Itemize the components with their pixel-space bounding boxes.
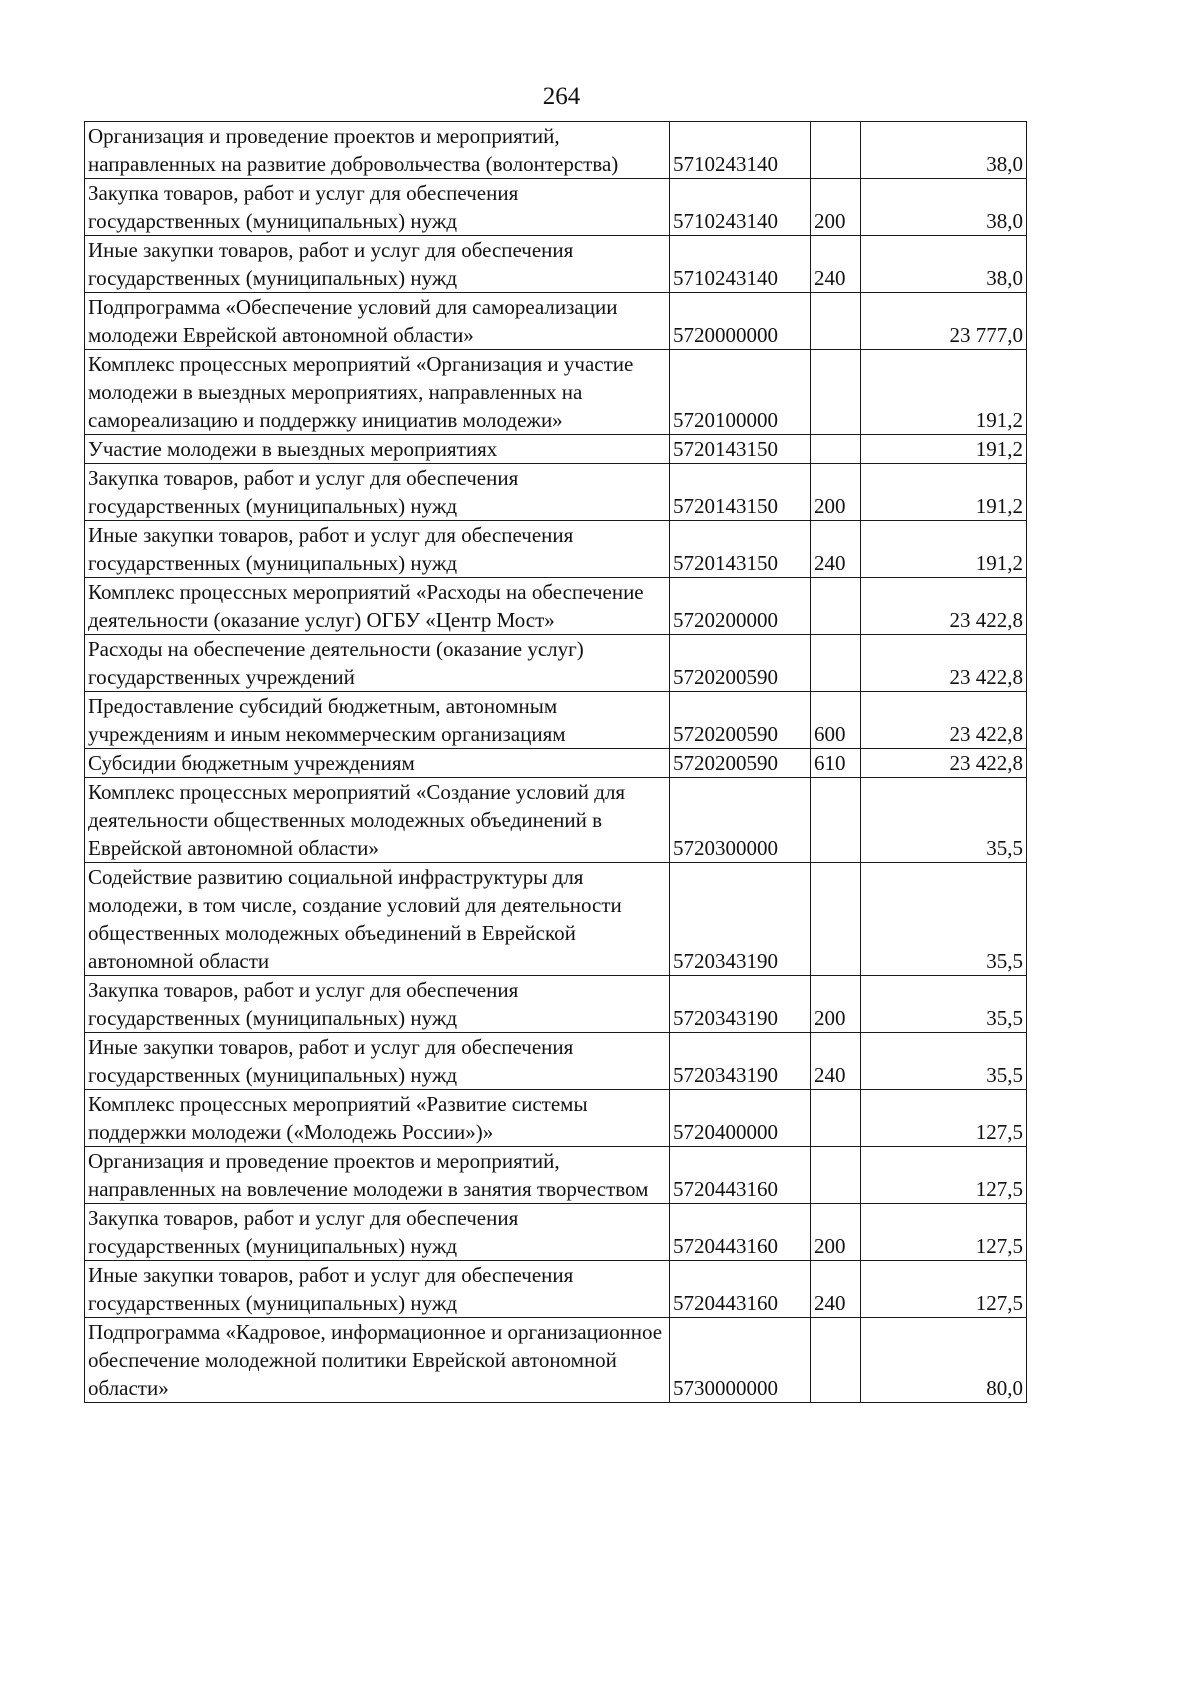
table-row	[85, 293, 1027, 350]
row-csr-cell: 5720200590	[670, 749, 811, 778]
row-name-cell: Закупка товаров, работ и услуг для обеспечения государственных (муниципальных) нужд	[85, 179, 670, 236]
table-row	[85, 976, 1027, 1033]
row-csr-cell: 5720143150	[670, 464, 811, 521]
row-name-cell: Иные закупки товаров, работ и услуг для обеспечения государственных (муниципальных) нужд	[85, 1261, 670, 1318]
row-name-cell: Участие молодежи в выездных мероприятиях	[85, 435, 670, 464]
row-sum-cell: 23 422,8	[861, 749, 1027, 778]
row-vr-cell: 610	[811, 749, 861, 778]
table-row	[85, 1147, 1027, 1204]
table-row	[85, 749, 1027, 778]
row-vr-cell: 200	[811, 976, 861, 1033]
row-sum-cell: 38,0	[861, 122, 1027, 179]
row-name-cell: Комплекс процессных мероприятий «Расходы на обеспечение деятельности (оказание услуг) ОГБУ «Центр Мост»	[85, 578, 670, 635]
table-row	[85, 1318, 1027, 1403]
row-sum-cell: 191,2	[861, 464, 1027, 521]
row-vr-cell	[811, 435, 861, 464]
row-csr-cell: 5720443160	[670, 1147, 811, 1204]
row-vr-cell	[811, 122, 861, 179]
row-vr-cell: 600	[811, 692, 861, 749]
table-row	[85, 692, 1027, 749]
row-vr-cell: 240	[811, 1033, 861, 1090]
row-sum-cell: 23 422,8	[861, 692, 1027, 749]
row-vr-cell: 240	[811, 521, 861, 578]
row-csr-cell: 5720300000	[670, 778, 811, 863]
row-csr-cell: 5710243140	[670, 122, 811, 179]
table-row	[85, 122, 1027, 179]
row-name-cell: Закупка товаров, работ и услуг для обеспечения государственных (муниципальных) нужд	[85, 976, 670, 1033]
row-name-cell: Организация и проведение проектов и мероприятий, направленных на вовлечение молодежи в занятия творчеством	[85, 1147, 670, 1204]
row-csr-cell: 5720200590	[670, 692, 811, 749]
row-vr-cell: 240	[811, 1261, 861, 1318]
row-name-cell: Комплекс процессных мероприятий «Развитие системы поддержки молодежи («Молодежь России»)»	[85, 1090, 670, 1147]
budget-table	[84, 121, 1027, 1403]
row-vr-cell	[811, 350, 861, 435]
row-sum-cell: 191,2	[861, 435, 1027, 464]
table-row	[85, 1204, 1027, 1261]
page-number: 264	[542, 83, 581, 110]
row-vr-cell	[811, 635, 861, 692]
row-name-cell: Комплекс процессных мероприятий «Организация и участие молодежи в выездных мероприятиях, направленных на самореализацию и поддержку инициатив молодежи»	[85, 350, 670, 435]
table-row	[85, 179, 1027, 236]
row-name-cell: Расходы на обеспечение деятельности (оказание услуг) государственных учреждений	[85, 635, 670, 692]
row-csr-cell: 5720343190	[670, 976, 811, 1033]
table-row	[85, 236, 1027, 293]
row-csr-cell: 5720143150	[670, 521, 811, 578]
row-csr-cell: 5730000000	[670, 1318, 811, 1403]
row-name-cell: Комплекс процессных мероприятий «Создание условий для деятельности общественных молодежных объединений в Еврейской автономной области»	[85, 778, 670, 863]
row-csr-cell: 5710243140	[670, 179, 811, 236]
row-name-cell: Иные закупки товаров, работ и услуг для обеспечения государственных (муниципальных) нужд	[85, 236, 670, 293]
table-row	[85, 863, 1027, 976]
table-row	[85, 778, 1027, 863]
table-row	[85, 1261, 1027, 1318]
row-name-cell: Подпрограмма «Кадровое, информационное и организационное обеспечение молодежной политики Еврейской автономной области»	[85, 1318, 670, 1403]
row-name-cell: Субсидии бюджетным учреждениям	[85, 749, 670, 778]
row-name-cell: Закупка товаров, работ и услуг для обеспечения государственных (муниципальных) нужд	[85, 464, 670, 521]
row-csr-cell: 5720000000	[670, 293, 811, 350]
table-row	[85, 635, 1027, 692]
row-csr-cell: 5720443160	[670, 1204, 811, 1261]
row-vr-cell: 240	[811, 236, 861, 293]
row-sum-cell: 80,0	[861, 1318, 1027, 1403]
row-sum-cell: 38,0	[861, 179, 1027, 236]
row-vr-cell	[811, 863, 861, 976]
row-sum-cell: 38,0	[861, 236, 1027, 293]
row-sum-cell: 23 422,8	[861, 635, 1027, 692]
row-csr-cell: 5720443160	[670, 1261, 811, 1318]
row-name-cell: Содействие развитию социальной инфраструктуры для молодежи, в том числе, создание условий для деятельности общественных молодежных объединений в Еврейской автономной области	[85, 863, 670, 976]
row-vr-cell: 200	[811, 464, 861, 521]
table-row	[85, 578, 1027, 635]
row-sum-cell: 191,2	[861, 521, 1027, 578]
row-sum-cell: 35,5	[861, 778, 1027, 863]
row-csr-cell: 5720400000	[670, 1090, 811, 1147]
row-name-cell: Подпрограмма «Обеспечение условий для самореализации молодежи Еврейской автономной области»	[85, 293, 670, 350]
row-csr-cell: 5720200000	[670, 578, 811, 635]
row-vr-cell: 200	[811, 1204, 861, 1261]
row-sum-cell: 127,5	[861, 1090, 1027, 1147]
row-name-cell: Иные закупки товаров, работ и услуг для обеспечения государственных (муниципальных) нужд	[85, 1033, 670, 1090]
row-vr-cell	[811, 1147, 861, 1204]
row-csr-cell: 5720343190	[670, 863, 811, 976]
row-name-cell: Закупка товаров, работ и услуг для обеспечения государственных (муниципальных) нужд	[85, 1204, 670, 1261]
row-sum-cell: 191,2	[861, 350, 1027, 435]
row-name-cell: Организация и проведение проектов и мероприятий, направленных на развитие добровольчества (волонтерства)	[85, 122, 670, 179]
row-sum-cell: 23 777,0	[861, 293, 1027, 350]
row-sum-cell: 35,5	[861, 976, 1027, 1033]
row-csr-cell: 5720343190	[670, 1033, 811, 1090]
row-csr-cell: 5720143150	[670, 435, 811, 464]
row-vr-cell	[811, 1318, 861, 1403]
table-row	[85, 435, 1027, 464]
row-sum-cell: 127,5	[861, 1261, 1027, 1318]
row-vr-cell	[811, 1090, 861, 1147]
row-vr-cell: 200	[811, 179, 861, 236]
row-vr-cell	[811, 293, 861, 350]
row-vr-cell	[811, 778, 861, 863]
row-sum-cell: 35,5	[861, 863, 1027, 976]
table-row	[85, 1033, 1027, 1090]
table-row	[85, 521, 1027, 578]
row-name-cell: Иные закупки товаров, работ и услуг для обеспечения государственных (муниципальных) нужд	[85, 521, 670, 578]
row-csr-cell: 5720200590	[670, 635, 811, 692]
table-row	[85, 350, 1027, 435]
row-csr-cell: 5710243140	[670, 236, 811, 293]
row-csr-cell: 5720100000	[670, 350, 811, 435]
row-name-cell: Предоставление субсидий бюджетным, автономным учреждениям и иным некоммерческим организациям	[85, 692, 670, 749]
table-row	[85, 1090, 1027, 1147]
table-row	[85, 464, 1027, 521]
row-sum-cell: 23 422,8	[861, 578, 1027, 635]
row-sum-cell: 127,5	[861, 1147, 1027, 1204]
row-sum-cell: 127,5	[861, 1204, 1027, 1261]
row-sum-cell: 35,5	[861, 1033, 1027, 1090]
row-vr-cell	[811, 578, 861, 635]
